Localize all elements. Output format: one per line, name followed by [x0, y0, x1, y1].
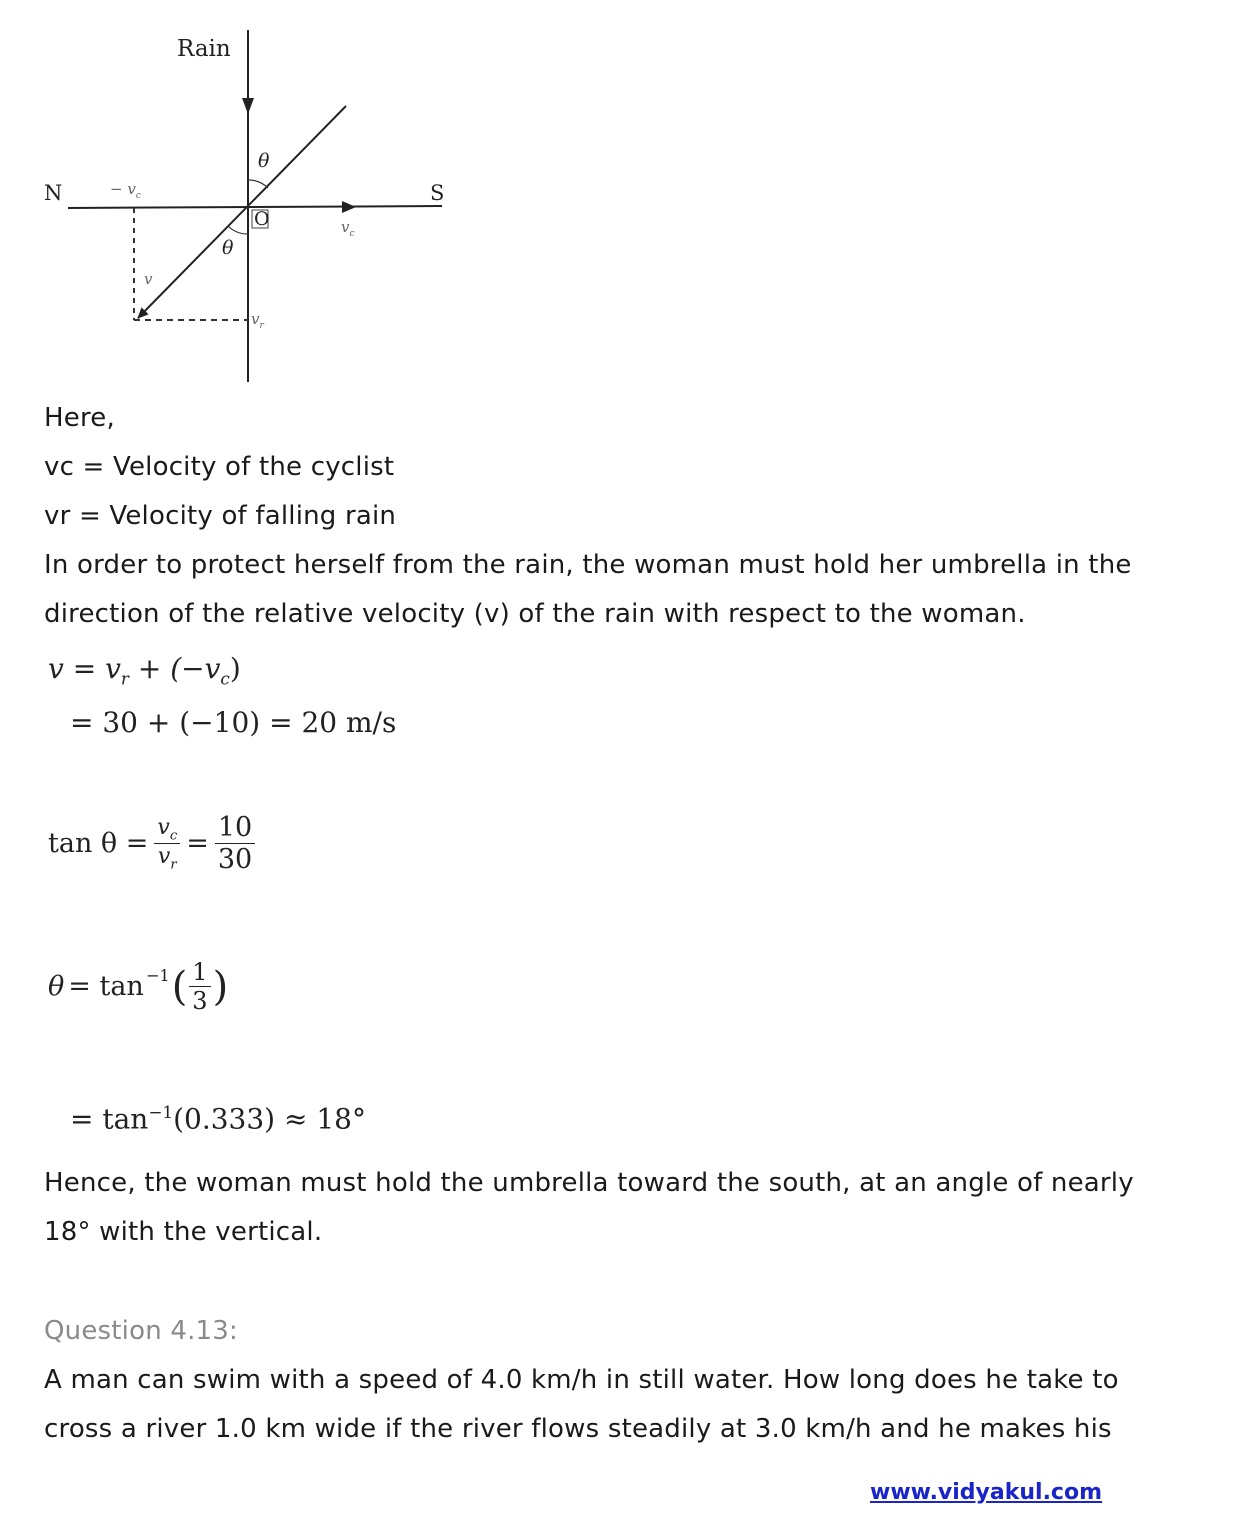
theta-top-label: θ — [258, 150, 270, 172]
vr-definition: vr = Velocity of falling rain — [44, 501, 397, 531]
equation-result: = 30 + (−10) = 20 m/s — [70, 706, 397, 739]
question-line-1: A man can swim with a speed of 4.0 km/h in still water. How long does he take to — [44, 1365, 1119, 1395]
paragraph-line-2: direction of the relative velocity (v) of the rain with respect to the woman. — [44, 599, 1026, 629]
question-heading: Question 4.13: — [44, 1316, 239, 1346]
south-label: S — [430, 181, 445, 205]
velocity-diagram — [30, 20, 470, 390]
vc-label: $v_c$ — [341, 218, 355, 239]
angle-arc-top — [248, 180, 268, 188]
vc-definition: vc = Velocity of the cyclist — [44, 452, 395, 482]
vc-arrow — [342, 201, 356, 213]
equation-tan-theta: tan θ = $\frac{v_c}{v_r}$ = $\frac{10}{30}$ — [48, 812, 255, 875]
rain-label: Rain — [177, 36, 231, 62]
paragraph-line-1: In order to protect herself from the rain, the woman must hold her umbrella in the — [44, 550, 1132, 580]
neg-vc-label: − $v_c$ — [110, 180, 141, 201]
vr-label: $v_r$ — [251, 310, 264, 331]
relative-velocity-line — [138, 106, 346, 318]
v-label: v — [144, 270, 153, 288]
theta-bottom-label: θ — [222, 237, 234, 259]
origin-label: O — [254, 208, 270, 230]
conclusion-line-1: Hence, the woman must hold the umbrella toward the south, at an angle of nearly — [44, 1168, 1134, 1198]
equation-theta-value: = $\tan^{-1}(0.333) \approx 18^\circ$ — [70, 1102, 366, 1136]
equation-theta: θ = tan $^{-1}$ ( $\frac{1}{3}$ ) — [48, 958, 229, 1015]
equation-relative-velocity: $v = v_r + (-v_c)$ — [48, 652, 241, 689]
north-label: N — [44, 181, 63, 205]
question-line-2: cross a river 1.0 km wide if the river flows steadily at 3.0 km/h and he makes his — [44, 1414, 1112, 1444]
angle-arc-bottom — [228, 226, 248, 234]
rain-arrow — [242, 98, 254, 114]
here-text: Here, — [44, 403, 115, 433]
vidyakul-link[interactable]: www.vidyakul.com — [870, 1480, 1103, 1505]
conclusion-line-2: 18° with the vertical. — [44, 1217, 323, 1247]
